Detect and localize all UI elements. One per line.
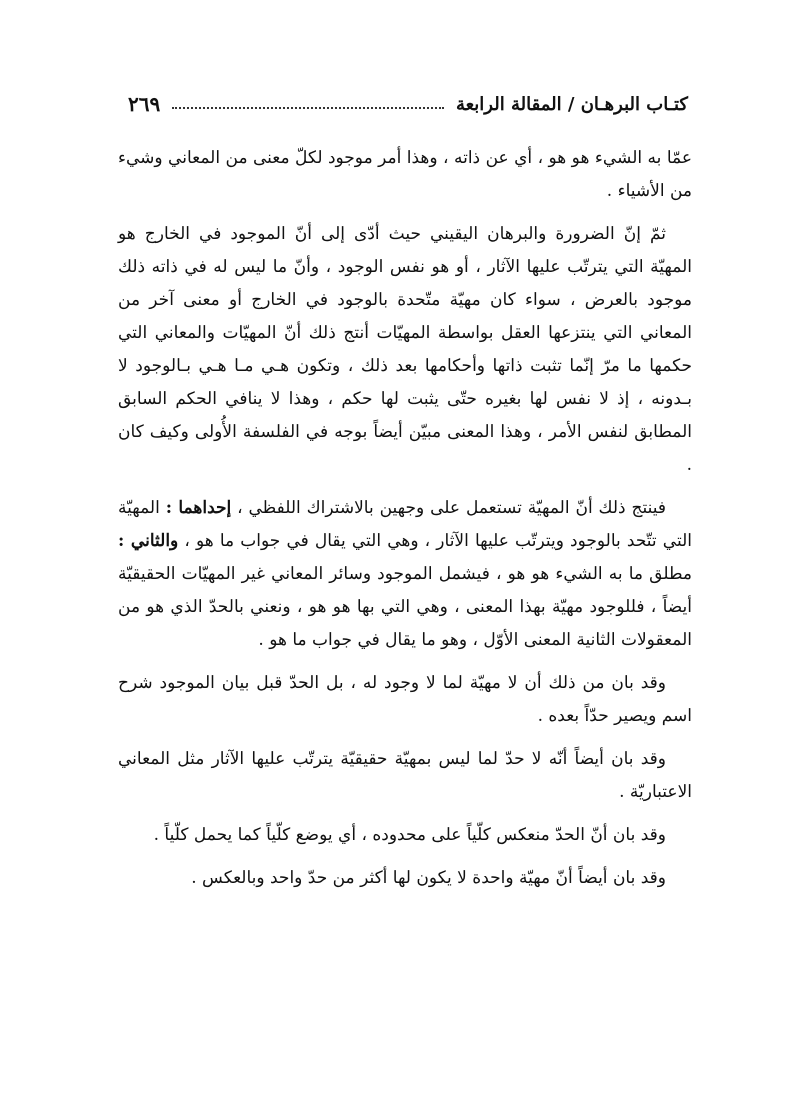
paragraph-7: وقد بان أيضاً أنّ مهيّة واحدة لا يكون لها أكثر من حدّ واحد وبالعكس . — [191, 868, 666, 888]
paragraph-2: ثمّ إنّ الضرورة والبرهان اليقيني حيث أدّى إلى أنّ الموجود في الخارج هو المهيّة التي يترتّب عليها الآثار ، أو هو نفس الوجود ، وأنّ ما ليس له في ذاته ذلك موجود بالعرض ، سواء كان مهيّة متّحدة بالوجود في الخارج أو معنى آخر من المعاني التي ينتزعها العقل بواسطة المهيّات أنتج ذلك أنّ المهيّات والمعاني التي حكمها ما مرّ إنّما تثبت ذاتها وأحكامها بعد ذلك ، وتكون هـي مـا هـي بـالوجود لا بـدونه ، إذ لا نفس لها بغيره حتّى يثبت لها حكم ، وهذا لا ينافي الحكم السابق المطابق لنفس الأمر ، وهذا المعنى مبيّن أيضاً بوجه في الفلسفة الأُولى وكيف كان . — [118, 224, 692, 475]
paragraph-1: عمّا به الشيء هو هو ، أي عن ذاته ، وهذا أمر موجود لكلّ معنى من المعاني وشيء من الأشياء . — [118, 148, 692, 201]
paragraph-3-text-a: فينتج ذلك أنّ المهيّة تستعمل على وجهين بالاشتراك اللفظي ، — [231, 498, 666, 518]
term-second-meaning: والثاني : — [118, 531, 179, 551]
paragraph-6: وقد بان أنّ الحدّ منعكس كلّياً على محدوده ، أي يوضع كلّياً كما يحمل كلّياً . — [153, 825, 666, 845]
term-first-meaning: إحداهما : — [165, 498, 232, 518]
paragraph-3-text-b: المهيّة التي تتّحد بالوجود ويترتّب عليها الآثار ، وهي التي يقال في جواب ما هو ، — [118, 498, 692, 551]
page-header — [128, 86, 688, 122]
paragraph-4: وقد بان من ذلك أن لا مهيّة لما لا وجود له ، بل الحدّ قبل بيان الموجود شرح اسم ويصير حدّاً بعده . — [118, 673, 692, 726]
running-title: كتـاب البرهـان / المقالة الرابعة — [455, 93, 688, 115]
page-body — [118, 142, 692, 905]
paragraph-5: وقد بان أيضاً أنّه لا حدّ لما ليس بمهيّة حقيقيّة يترتّب عليها الآثار مثل المعاني الاعتباريّة . — [118, 749, 692, 802]
page-number: ٢٦٩ — [128, 92, 161, 116]
paragraph-3 — [118, 492, 692, 657]
paragraph-3-text-c: مطلق ما به الشيء هو هو ، فيشمل الموجود وسائر المعاني غير المهيّات الحقيقيّة أيضاً ، فللوجود مهيّة بهذا المعنى ، وهي التي بها هو هو ، ونعني بالحدّ الذي هو من المعقولات الثانية المعنى الأوّل ، وهو ما يقال في جواب ما هو . — [118, 564, 692, 650]
header-dot-leader — [172, 107, 444, 109]
